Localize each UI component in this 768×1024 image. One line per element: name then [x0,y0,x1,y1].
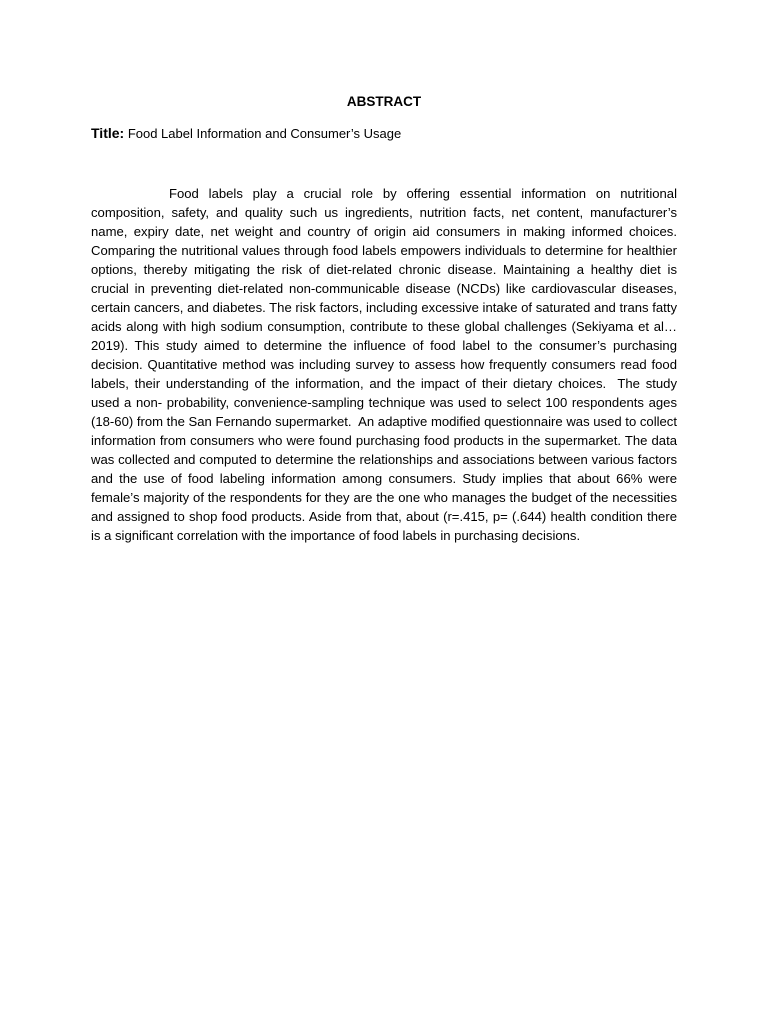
title-line [91,124,677,143]
abstract-body: Food labels play a crucial role by offering essential information on nutritional composition, safety, and quality such us ingredients, nutrition facts, net content, manufacturer’s name, expiry date, net weight and country of origin aid consumers in making informed choices. Comparing the nutritional values through food labels empowers individuals to determine for healthier options, thereby mitigating the risk of diet-related chronic disease. Maintaining a healthy diet is crucial in preventing diet-related non-communicable disease (NCDs) like cardiovascular diseases, certain cancers, and diabetes. The risk factors, including excessive intake of saturated and trans fatty acids along with high sodium consumption, contribute to these global challenges (Sekiyama et al…2019). This study aimed to determine the influence of food label to the consumer’s purchasing decision. Quantitative method was including survey to assess how frequently consumers read food labels, their understanding of the information, and the impact of their dietary choices. The study used a non- probability, convenience-sampling technique was used to select 100 respondents ages (18-60) from the San Fernando supermarket. An adaptive modified questionnaire was used to collect information from consumers who were found purchasing food products in the supermarket. The data was collected and computed to determine the relationships and associations between various factors and the use of food labeling information among consumers. Study implies that about 66% were female’s majority of the respondents for they are the one who manages the budget of the necessities and assigned to shop food products. Aside from that, about (r=.415, p= (.644) health condition there is a significant correlation with the importance of food labels in purchasing decisions. [91,186,681,543]
abstract-heading: ABSTRACT [346,94,422,109]
title-label: Title: [91,125,125,141]
title-text: Food Label Information and Consumer’s Usage [124,126,402,141]
